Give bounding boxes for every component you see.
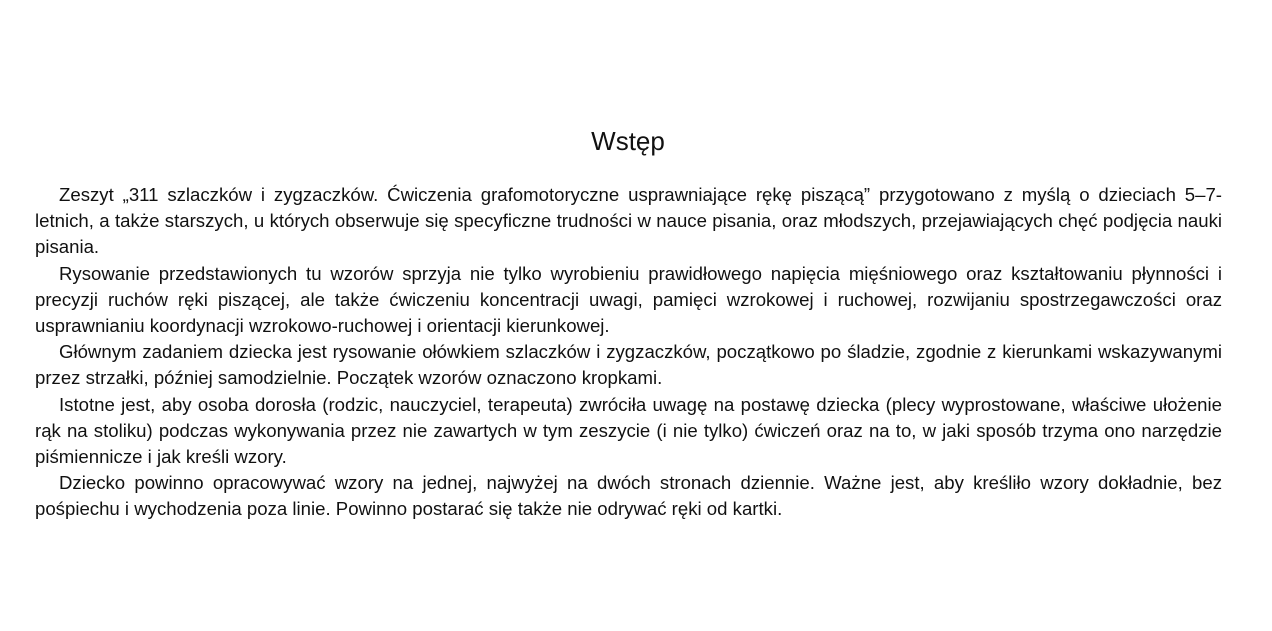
paragraph-intro: Zeszyt „311 szlaczków i zygzaczków. Ćwiczenia grafomotoryczne usprawniające rękę piszącą” przygotowano z myślą o dzieciach 5–7-letnich, a także starszych, u których obserwuje się specyficzne trudności w nauce pisania, oraz młodszych, przejawiających chęć podjęcia nauki pisania. [35,184,1222,258]
paragraph-task: Głównym zadaniem dziecka jest rysowanie ołówkiem szlaczków i zygzaczków, początkowo po śladzie, zgodnie z kierunkami wskazywanymi przez strzałki, później samodzielnie. Początek wzorów oznaczono kropkami. [35,341,1222,389]
paragraph-schedule: Dziecko powinno opracowywać wzory na jednej, najwyżej na dwóch stronach dziennie. Ważne jest, aby kreśliło wzory dokładnie, bez pośpiechu i wychodzenia poza linie. Powinno postarać się także nie odrywać ręki od kartki. [35,472,1222,520]
paragraph-posture: Istotne jest, aby osoba dorosła (rodzic, nauczyciel, terapeuta) zwróciła uwagę na postawę dziecka (plecy wyprostowane, właściwe ułożenie rąk na stoliku) podczas wykonywania przez nie zawartych w tym zeszycie (i nie tylko) ćwiczeń oraz na to, w jaki sposób trzyma ono narzędzie piśmiennicze i jak kreśli wzory. [35,393,1222,468]
page-title: Wstęp [591,126,665,156]
paragraph-benefits: Rysowanie przedstawionych tu wzorów sprzyja nie tylko wyrobieniu prawidłowego napięcia mięśniowego oraz kształtowaniu płynności i precyzji ruchów ręki piszącej, ale także ćwiczeniu koncentracji uwagi, pamięci wzrokowej i ruchowej, rozwijaniu spostrzegawczości oraz usprawnianiu koordynacji wzrokowo-ruchowej i orientacji kierunkowej. [35,262,1222,337]
document-body [35,182,1222,523]
